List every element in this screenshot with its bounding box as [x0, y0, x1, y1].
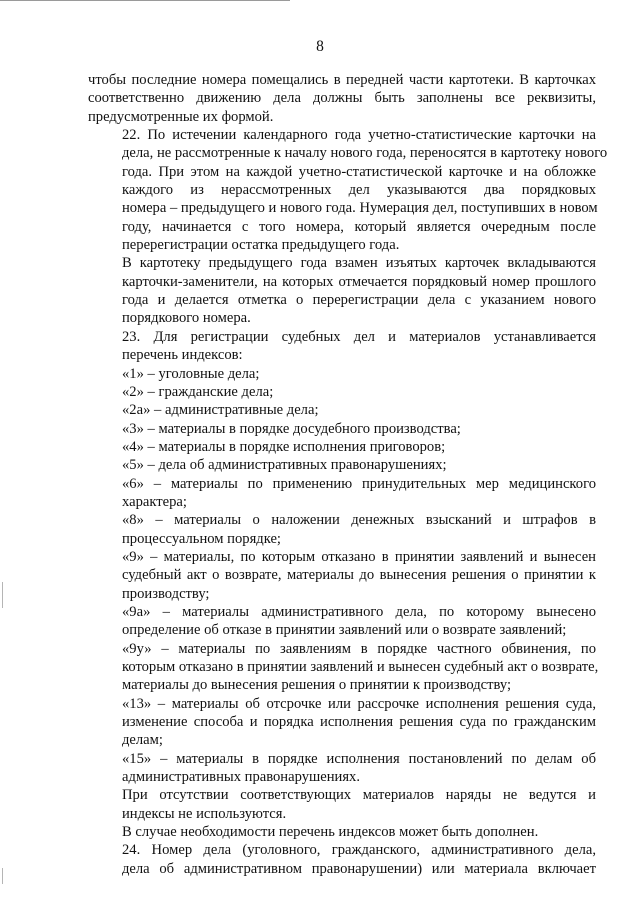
- text-line: материалы до вынесения решения о принятии к производству;: [122, 677, 512, 694]
- text-line: перерегистрации остатка предыдущего года.: [122, 237, 400, 254]
- paragraph: [88, 383, 596, 401]
- text-line: 24. Номер дела (уголовного, гражданского, административного дела,: [122, 842, 596, 859]
- paragraph: [88, 640, 599, 695]
- text-line: В случае необходимости перечень индексов может быть дополнен.: [122, 824, 539, 841]
- text-line: чтобы последние номера помещались в передней части картотеки. В карточках: [88, 72, 596, 88]
- text-line: году, начинается с того номера, который является очередным после: [122, 218, 596, 235]
- text-line: «1» – уголовные дела;: [122, 365, 260, 382]
- text-line: «13» – материалы об отсрочке или рассрочке исполнения решения суда,: [122, 695, 596, 712]
- paragraph: [88, 511, 596, 548]
- paragraph: [88, 695, 596, 750]
- paragraph: [88, 823, 596, 841]
- text-line: которым отказано в принятии заявлений и вынесен судебный акт о возврате,: [122, 659, 599, 675]
- paragraph: [88, 548, 596, 603]
- text-line: «2а» – административные дела;: [122, 402, 319, 419]
- paragraph: [88, 401, 596, 419]
- text-line: года и делается отметка о перерегистрации дела с указанием нового: [122, 292, 596, 309]
- paragraph: [88, 475, 596, 512]
- paragraph: [88, 603, 596, 640]
- paragraph: [88, 786, 596, 823]
- paragraph: [88, 365, 596, 383]
- text-line: индексы не используются.: [122, 805, 287, 822]
- text-line: каждого из нерассмотренных дел указываются два порядковых: [122, 182, 596, 199]
- text-line: 23. Для регистрации судебных дел и материалов устанавливается: [122, 328, 596, 345]
- text-line: При отсутствии соответствующих материалов наряды не ведутся и: [122, 787, 596, 804]
- text-line: «2» – гражданские дела;: [122, 383, 274, 400]
- text-line: соответственно движению дела должны быть заполнены все реквизиты,: [88, 90, 596, 107]
- page-number: 8: [316, 38, 324, 55]
- scan-mark: [2, 868, 3, 884]
- text-line: «9у» – материалы по заявлениям в порядке частного обвинения, по: [122, 640, 596, 657]
- paragraph: [88, 456, 596, 474]
- text-line: номера – предыдущего и нового года. Нумерация дел, поступивших в новом: [122, 200, 598, 217]
- text-line: дела, не рассмотренные к началу нового года, переносятся в картотеку нового: [122, 145, 608, 162]
- paragraph: [88, 328, 596, 365]
- text-line: административных правонарушениях.: [122, 769, 360, 786]
- paragraph: [88, 254, 596, 327]
- text-line: процессуальном порядке;: [122, 530, 281, 547]
- text-line: «3» – материалы в порядке досудебного производства;: [122, 420, 461, 437]
- paragraph: [88, 420, 596, 438]
- text-line: «8» – материалы о наложении денежных взысканий и штрафов в: [122, 512, 596, 529]
- text-line: «6» – материалы по применению принудительных мер медицинского: [122, 475, 596, 492]
- text-line: «5» – дела об административных правонарушениях;: [122, 457, 447, 474]
- text-line: судебный акт о возврате, материалы до вынесения решения о принятии к: [122, 567, 596, 584]
- text-line: года. При этом на каждой учетно-статистической карточке и на обложке: [122, 163, 596, 180]
- text-line: определение об отказе в принятии заявлений или о возврате заявлений;: [122, 622, 567, 639]
- text-line: изменение способа и порядка исполнения решения суда по гражданским: [122, 714, 596, 731]
- document-body: [88, 71, 608, 878]
- text-line: 22. По истечении календарного года учетно-статистические карточки на: [122, 127, 596, 144]
- text-line: производству;: [122, 585, 210, 602]
- text-line: «4» – материалы в порядке исполнения приговоров;: [122, 438, 446, 455]
- text-line: «15» – материалы в порядке исполнения постановлений по делам об: [122, 750, 596, 767]
- text-line: предусмотренные их формой.: [88, 108, 274, 125]
- text-line: карточки-заменители, на которых отмечается порядковый номер прошлого: [122, 273, 596, 290]
- text-line: порядкового номера.: [122, 310, 251, 327]
- text-line: «9» – материалы, по которым отказано в принятии заявлений и вынесен: [122, 548, 596, 565]
- text-line: характера;: [122, 493, 187, 510]
- paragraph: [88, 841, 596, 878]
- text-line: дела об административном правонарушении) или материала включает: [122, 860, 596, 877]
- scan-mark: [2, 582, 3, 608]
- paragraph: [88, 750, 596, 787]
- text-line: перечень индексов:: [122, 347, 243, 364]
- paragraph: [88, 126, 608, 254]
- paragraph: [88, 438, 596, 456]
- scan-edge-top: [0, 0, 290, 1]
- paragraph: [88, 71, 596, 126]
- text-line: «9а» – материалы административного дела, по которому вынесено: [122, 603, 596, 620]
- text-line: В картотеку предыдущего года взамен изъятых карточек вкладываются: [122, 255, 596, 272]
- text-line: делам;: [122, 732, 163, 749]
